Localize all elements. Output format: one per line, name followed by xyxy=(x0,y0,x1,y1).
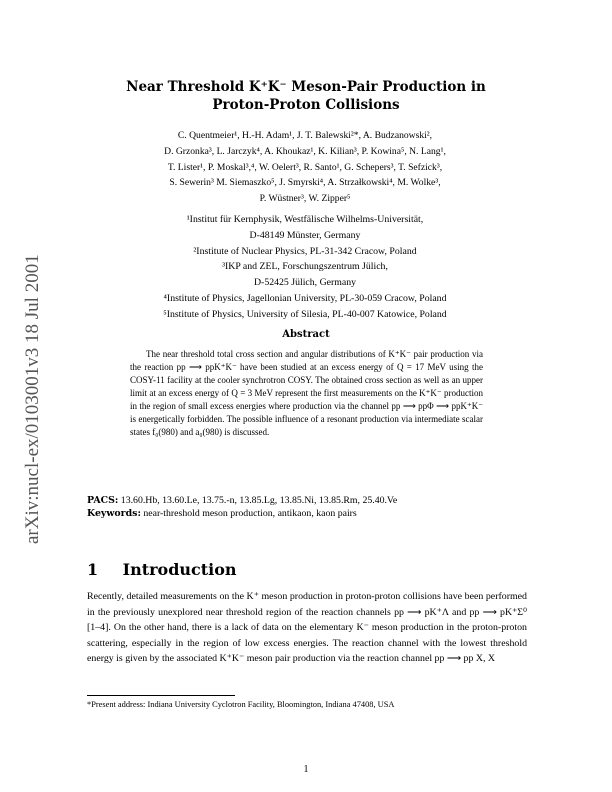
author-line: D. Grzonka³, L. Jarczyk⁴, A. Khoukaz¹, K. Kilian³, P. Kowina⁵, N. Lang¹, xyxy=(164,145,446,157)
abstract-body: The near threshold total cross section and angular distributions of K⁺K⁻ pair production via the reaction pp ⟶ ppK⁺K⁻ have been studied at an excess energy of Q = 17 MeV using the COSY-11 facility at the cooler synchrotron COSY. The obtained cross section as well as an upper limit at an excess energy of Q = 3 MeV represent the first measurements on the K⁺K⁻ production in the region of small excess energies where production via the channel pp ⟶ ppΦ ⟶ ppK⁺K⁻ is energetically forbidden. The possible influence of a resonant production via intermediate scalar states f₀(980) and a₀(980) is discussed. xyxy=(130,349,483,437)
author-line: S. Sewerin³ M. Siemaszko⁵, J. Smyrski⁴, A. Strzałkowski⁴, M. Wolke³, xyxy=(169,177,441,189)
affiliation-line: ¹Institut für Kernphysik, Westfälische Wilhelms-Universität, xyxy=(186,214,424,225)
footnote-rule xyxy=(87,695,235,696)
arxiv-stamp xyxy=(18,254,43,560)
affiliation-line: ²Institute of Nuclear Physics, PL-31-342 Cracow, Poland xyxy=(193,245,417,257)
affiliation-line: ⁵Institute of Physics, University of Silesia, PL-40-007 Katowice, Poland xyxy=(163,308,447,320)
author-line: T. Lister¹, P. Moskal³,⁴, W. Oelert³, R. Santo¹, G. Schepers³, T. Sefzick³, xyxy=(167,161,443,173)
section-title: Introduction xyxy=(122,560,237,579)
page-number: 1 xyxy=(303,764,309,775)
affiliation-line: ⁴Institute of Physics, Jagellonian University, PL-30-059 Cracow, Poland xyxy=(163,292,447,304)
pacs-label: PACS: xyxy=(87,495,119,506)
title-line-1: Near Threshold K⁺K⁻ Meson-Pair Production in xyxy=(126,79,486,95)
paper-title xyxy=(0,78,612,114)
section-number: 1 xyxy=(87,560,99,579)
affiliation-line: D-52425 Jülich, Germany xyxy=(253,277,357,289)
title-line-2: Proton-Proton Collisions xyxy=(212,97,400,113)
affiliation-line: D-48149 Münster, Germany xyxy=(249,229,361,241)
section-heading xyxy=(87,560,237,579)
author-line: P. Wüstner³, W. Zipper⁵ xyxy=(259,193,351,205)
pacs-codes: 13.60.Hb, 13.60.Le, 13.75.-n, 13.85.Lg, 13.85.Ni, 13.85.Rm, 25.40.Ve xyxy=(120,495,398,506)
keywords-value: near-threshold meson production, antikaon, kaon pairs xyxy=(143,508,357,519)
keywords-label: Keywords: xyxy=(87,508,141,519)
affiliation-line: ³IKP and ZEL, Forschungszentrum Jülich, xyxy=(222,261,388,273)
author-line: C. Quentmeier¹, H.-H. Adam¹, J. T. Balewski²*, A. Budzanowski², xyxy=(177,130,433,141)
author-list xyxy=(60,128,550,207)
footnote: *Present address: Indiana University Cyclotron Facility, Bloomington, Indiana 47408, USA xyxy=(87,700,395,709)
pacs-keywords-block xyxy=(87,494,527,520)
affiliation-list xyxy=(60,212,550,323)
abstract-heading: Abstract xyxy=(282,329,330,340)
introduction-paragraph: Recently, detailed measurements on the K⁺ meson production in proton-proton collisions have been performed in the previously unexplored near threshold region of the reaction channels pp ⟶ pK⁺Λ and pp ⟶ pK⁺Σ⁰ [1–4]. On the other hand, there is a lack of data on the elementary K⁻ meson production in the proton-proton scattering, especially in the region of low excess energies. The reaction channel with the lowest threshold energy is given by the associated K⁺K⁻ meson pair production via the reaction channel pp ⟶ pp X, X xyxy=(87,591,527,665)
pacs-line xyxy=(87,494,527,507)
arxiv-identifier: arXiv:nucl-ex/0103001v3 18 Jul 2001 xyxy=(22,254,43,544)
keywords-line xyxy=(87,507,527,520)
